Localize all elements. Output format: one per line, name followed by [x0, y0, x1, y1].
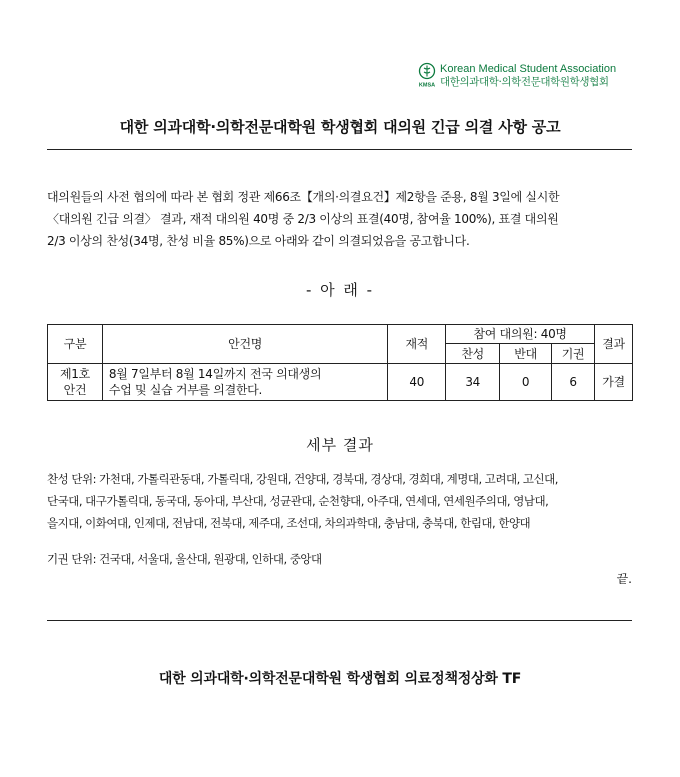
row-result: 가결 — [595, 364, 633, 401]
vote-result-table — [47, 324, 633, 401]
header-result: 결과 — [595, 325, 633, 364]
header-participation: 참여 대의원: 40명 — [446, 325, 595, 344]
row-agenda — [102, 364, 387, 401]
header-agenda: 안건명 — [102, 325, 387, 364]
table-header-row — [48, 325, 633, 344]
issuer-signature: 대한 의과대학·의학전문대학원 학생협회 의료정책정상화 TF — [158, 671, 522, 687]
favor-units — [47, 468, 642, 534]
footer-divider — [47, 620, 632, 621]
row-category-line: 안건 — [63, 383, 87, 397]
row-category — [48, 364, 103, 401]
svg-text:KMSA: KMSA — [418, 82, 436, 88]
row-against: 0 — [500, 364, 552, 401]
row-category-line: 제1호 — [59, 367, 90, 381]
header-abstain: 기권 — [552, 344, 595, 364]
header-favor: 찬성 — [446, 344, 500, 364]
logo-korean-name: 대한의과대학·의학전문대학원학생협회 — [440, 76, 609, 88]
header-category: 구분 — [48, 325, 103, 364]
title-divider — [47, 149, 632, 150]
abstain-units: 기권 단위: 건국대, 서울대, 울산대, 원광대, 인하대, 중앙대 — [47, 552, 322, 566]
intro-line: 2/3 이상의 찬성(34명, 찬성 비율 85%)으로 아래와 같이 의결되었음을 공고합니다. — [47, 234, 470, 248]
row-favor: 34 — [446, 364, 500, 401]
row-agenda-line: 8월 7일부터 8월 14일까지 전국 의대생의 — [108, 367, 322, 381]
row-abstain: 6 — [552, 364, 595, 401]
favor-units-line: 단국대, 대구가톨릭대, 동국대, 동아대, 부산대, 성균관대, 순천향대, 아주대, 연세대, 연세원주의대, 영남대, — [47, 494, 549, 508]
document-title: 대한 의과대학·의학전문대학원 학생협회 대의원 긴급 의결 사항 공고 — [119, 118, 561, 136]
row-agenda-line: 수업 및 실습 거부를 의결한다. — [108, 383, 262, 397]
header-registered: 재적 — [388, 325, 446, 364]
favor-units-line: 을지대, 이화여대, 인제대, 전남대, 전북대, 제주대, 조선대, 차의과학대, 충남대, 충북대, 한림대, 한양대 — [47, 516, 531, 530]
kmsa-emblem-icon — [416, 62, 438, 88]
end-mark: 끝. — [616, 572, 632, 586]
kmsa-logo — [416, 62, 638, 88]
row-registered: 40 — [388, 364, 446, 401]
logo-english-name: Korean Medical Student Association — [440, 63, 617, 75]
intro-line: 〈대의원 긴급 의결〉 결과, 재적 대의원 40명 중 2/3 이상의 표결(40명, 참여율 100%), 표결 대의원 — [47, 212, 559, 226]
table-row — [48, 364, 633, 401]
detail-heading: 세부 결과 — [306, 436, 374, 454]
intro-paragraph — [47, 186, 637, 252]
intro-line: 대의원들의 사전 협의에 따라 본 협회 정관 제66조【개의·의결요건】제2항을 준용, 8월 3일에 실시한 — [47, 190, 560, 204]
favor-units-line: 찬성 단위: 가천대, 가톨릭관동대, 가톨릭대, 강원대, 건양대, 경북대, 경상대, 경희대, 계명대, 고려대, 고신대, — [47, 472, 558, 486]
below-heading: - 아 래 - — [305, 281, 375, 299]
header-against: 반대 — [500, 344, 552, 364]
